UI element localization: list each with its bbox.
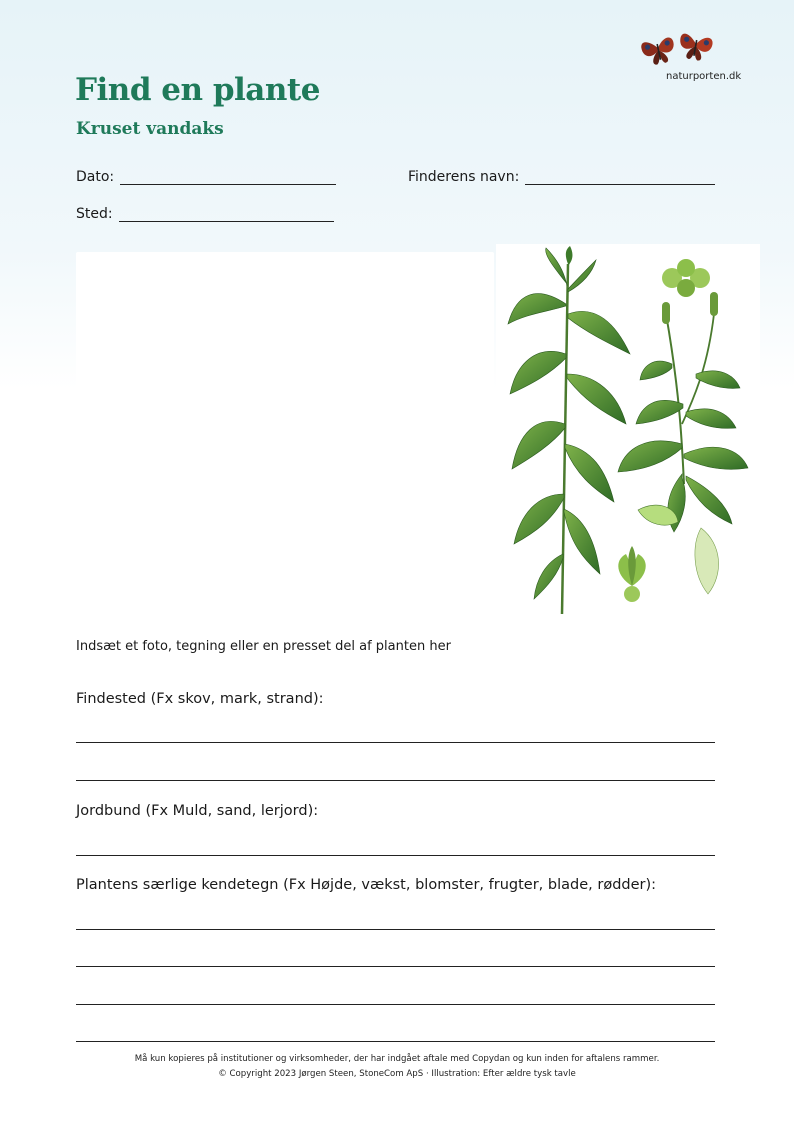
photo-instruction: Indsæt et foto, tegning eller en presset del af planten her xyxy=(76,639,451,654)
answer-line[interactable] xyxy=(76,742,715,743)
butterfly-logo-icon xyxy=(636,28,718,66)
answer-line[interactable] xyxy=(76,855,715,856)
answer-line[interactable] xyxy=(76,966,715,967)
features-question: Plantens særlige kendetegn (Fx Højde, vækst, blomster, frugter, blade, rødder): xyxy=(76,877,657,893)
finder-name-line[interactable] xyxy=(525,184,715,185)
finder-name-label: Finderens navn: xyxy=(408,169,520,185)
copyright-credit: © Copyright 2023 Jørgen Steen, StoneCom ApS · Illustration: Efter ældre tysk tavle xyxy=(218,1069,576,1079)
location-question: Findested (Fx skov, mark, strand): xyxy=(76,691,324,707)
plant-name: Kruset vandaks xyxy=(76,119,224,139)
page-title: Find en plante xyxy=(75,72,320,108)
plant-illustration-icon xyxy=(496,244,760,618)
place-label: Sted: xyxy=(76,206,113,222)
date-line[interactable] xyxy=(120,184,336,185)
photo-area[interactable] xyxy=(76,252,494,614)
soil-question: Jordbund (Fx Muld, sand, lerjord): xyxy=(76,803,319,819)
copyright-notice: Må kun kopieres på institutioner og virksomheder, der har indgået aftale med Copydan og kun inden for aftalens rammer. xyxy=(134,1054,660,1064)
date-label: Dato: xyxy=(76,169,115,185)
answer-line[interactable] xyxy=(76,780,715,781)
answer-line[interactable] xyxy=(76,929,715,930)
answer-line[interactable] xyxy=(76,1004,715,1005)
place-line[interactable] xyxy=(119,221,334,222)
answer-line[interactable] xyxy=(76,1041,715,1042)
site-name: naturporten.dk xyxy=(666,71,742,82)
